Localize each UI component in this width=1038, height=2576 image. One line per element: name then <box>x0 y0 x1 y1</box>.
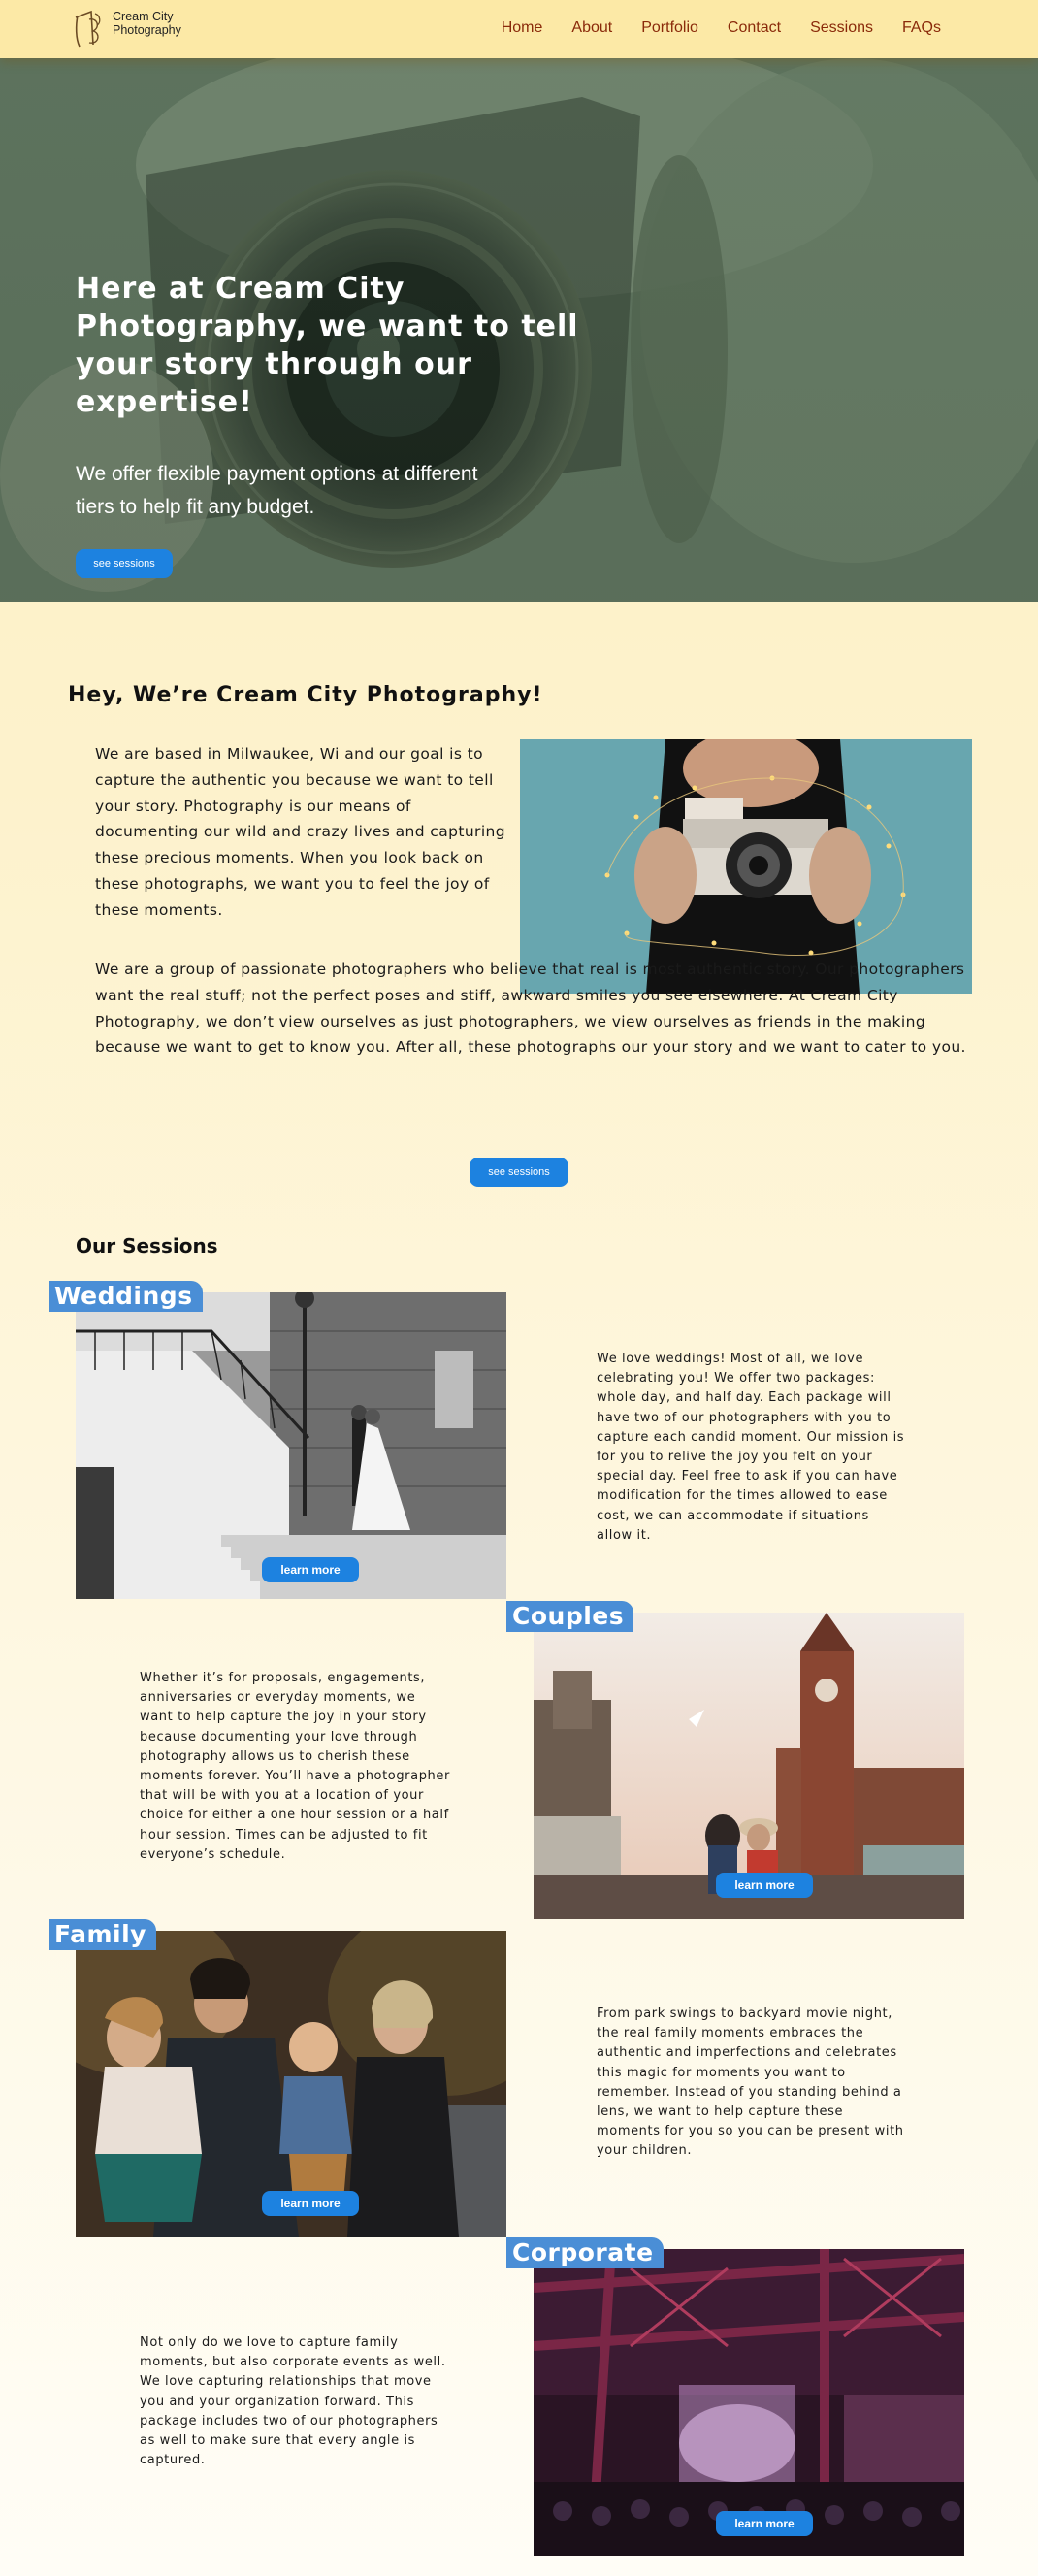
about-paragraph-2: We are a group of passionate photographers who believe that real is most authentic story. Our photographers want the real stuff; not the perfect poses and stiff, awkward smiles you see elsewhere. At Cream City Photography, we don’t view ourselves as just photographers, we view ourselves as friends in the making because we want to get to know you. After all, these photographs our your story and we want to cater to you. <box>95 961 966 1057</box>
weddings-label: Weddings <box>49 1281 203 1312</box>
hero-see-sessions-button[interactable]: see sessions <box>76 549 173 578</box>
weddings-photo-art <box>76 1292 506 1599</box>
about-see-sessions-button[interactable]: see sessions <box>470 1158 568 1187</box>
top-navbar <box>0 0 1038 58</box>
corporate-photo-art <box>534 2249 964 2556</box>
corporate-description: Not only do we love to capture family moments, but also corporate events as well. We love capturing relationships that move you and your organization forward. This package includes two of our photographers as well to make sure that every angle is captured. <box>140 2335 446 2468</box>
couples-description: Whether it’s for proposals, engagements, anniversaries or everyday moments, we want to help capture the joy in your story because documenting your love through photography allows us to cherish these moments forever. You’ll have a photographer that will be with you at a location of your choice for either a one hour session or a half hour session. Times can be adjusted to fit everyone’s schedule. <box>140 1671 450 1862</box>
nav-faqs-link[interactable]: FAQs <box>901 19 941 36</box>
weddings-photo <box>76 1292 506 1599</box>
family-label: Family <box>49 1919 156 1950</box>
sessions-title: Our Sessions <box>76 1234 218 1257</box>
nav-sessions-link[interactable]: Sessions <box>810 19 873 36</box>
nav-about-link[interactable]: About <box>571 19 613 36</box>
hero-title: Here at Cream City Photography, we want to tell your story through our expertise! <box>76 272 579 419</box>
hero-subtitle: We offer flexible payment options at different tiers to help fit any budget. <box>76 463 478 518</box>
weddings-learn-more-button[interactable]: learn more <box>262 1557 359 1582</box>
nav-portfolio-link[interactable]: Portfolio <box>641 19 698 36</box>
about-paragraph-1: We are based in Milwaukee, Wi and our goal is to capture the authentic you because we want to tell your story. Photography is our means of documenting our wild and crazy lives and capturing these precious moments. When you look back on these photographs, we want you to feel the joy of these moments. <box>95 745 505 919</box>
about-photo-art <box>520 739 972 994</box>
about-photo-camera <box>520 739 972 994</box>
brand-name <box>113 10 181 37</box>
nav-home-link[interactable]: Home <box>501 19 543 36</box>
hero-banner <box>0 58 1038 602</box>
about-title: Hey, We’re Cream City Photography! <box>68 683 543 707</box>
family-learn-more-button[interactable]: learn more <box>262 2191 359 2216</box>
corporate-label: Corporate <box>506 2237 664 2268</box>
logo-mark-icon <box>72 6 107 50</box>
brand-name-line1: Cream City <box>113 10 174 23</box>
couples-label: Couples <box>506 1601 633 1632</box>
corporate-learn-more-button[interactable]: learn more <box>716 2511 813 2536</box>
brand-name-line2: Photography <box>113 23 181 37</box>
weddings-description: We love weddings! Most of all, we love celebrating you! We offer two packages: whole day, and half day. Each package will have two of our photographers with you to capture each candid moment. Our mission is for you to relive the joy you felt on your special day. Feel free to ask if you can have modification for the times allowed to ease cost, we can accommodate if situations allow it. <box>597 1352 905 1543</box>
brand-logo[interactable] <box>72 6 217 45</box>
nav-contact-link[interactable]: Contact <box>727 19 782 36</box>
main-nav <box>502 19 941 37</box>
corporate-photo <box>534 2249 964 2556</box>
family-description: From park swings to backyard movie night, the real family moments embraces the authentic and imperfections and celebrates this magic for moments you want to remember. Instead of you standing behind a lens, we want to help capture these moments for you so you can be present with your children. <box>597 2006 904 2159</box>
couples-learn-more-button[interactable]: learn more <box>716 1873 813 1898</box>
